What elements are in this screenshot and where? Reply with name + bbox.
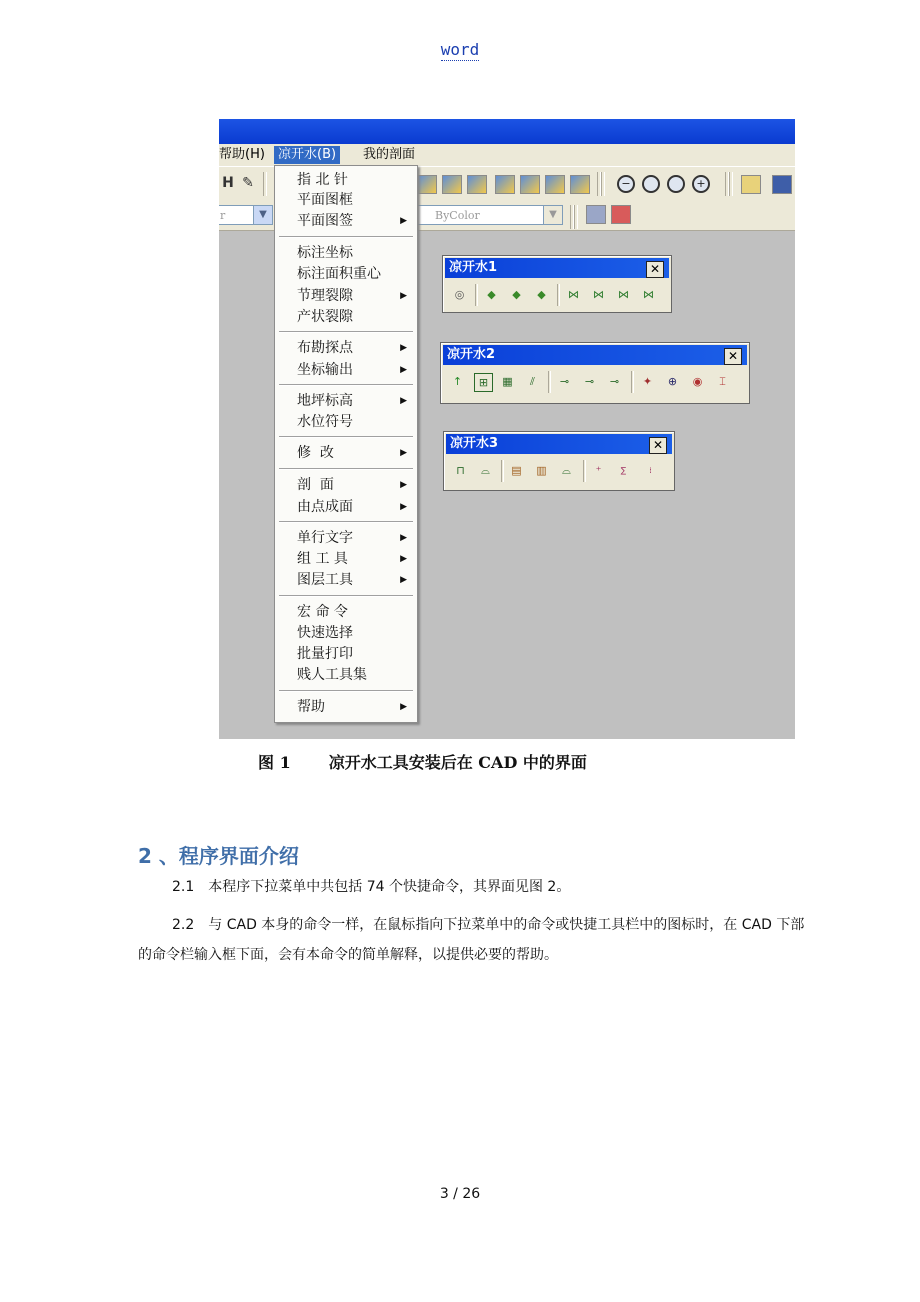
- submenu-arrow-icon: ▶: [400, 480, 407, 490]
- dropdown-item-label: 宏 命 令: [297, 604, 348, 620]
- toolbar-separator: [548, 371, 551, 393]
- toolbar-grid-icon[interactable]: [545, 175, 565, 194]
- toolbar-separator: [557, 284, 560, 306]
- close-icon[interactable]: ✕: [649, 437, 667, 454]
- dropdown-item[interactable]: [275, 264, 417, 284]
- slope-icon[interactable]: ⫽: [530, 375, 535, 388]
- chevron-down-icon[interactable]: ▼: [543, 206, 562, 224]
- dropdown-item[interactable]: [275, 697, 417, 717]
- dropdown-item-label: 标注坐标: [297, 245, 353, 261]
- dropdown-item[interactable]: [275, 623, 417, 643]
- sum-icon[interactable]: ∑: [620, 466, 627, 475]
- paragraph-2-2: [138, 910, 806, 970]
- number-stack-icon[interactable]: ⁞: [649, 466, 652, 475]
- submenu-arrow-icon: ▶: [400, 533, 407, 543]
- dropdown-item[interactable]: [275, 665, 417, 685]
- dropdown-item[interactable]: [275, 602, 417, 622]
- dropdown-item-label: 产状裂隙: [297, 309, 353, 325]
- north-arrow-icon[interactable]: ↑: [452, 375, 463, 388]
- submenu-arrow-icon: ▶: [400, 343, 407, 353]
- hatch-icon[interactable]: ▥: [536, 464, 547, 477]
- submenu-arrow-icon: ▶: [400, 554, 407, 564]
- paragraph-text: 与 CAD 本身的命令一样，在鼠标指向下拉菜单中的命令或快捷工具栏中的图标时，在 CAD 下部的命令栏输入框下面，会有本命令的简单解释，以提供必要的帮助。: [138, 917, 805, 963]
- dropdown-item[interactable]: [275, 443, 417, 463]
- dropdown-item[interactable]: [275, 497, 417, 517]
- dropdown-item[interactable]: [275, 286, 417, 306]
- submenu-arrow-icon: ▶: [400, 502, 407, 512]
- coordinate-label-icon[interactable]: ⊸: [584, 375, 595, 388]
- dropdown-item-label: 平面图框: [297, 192, 353, 208]
- fracture-icon[interactable]: ⋈: [593, 288, 604, 301]
- toolbar-ruler-icon[interactable]: [741, 175, 761, 194]
- cad-screenshot: [219, 119, 795, 739]
- hatch-icon[interactable]: ▤: [511, 464, 522, 477]
- section-profile-icon[interactable]: ⌓: [481, 464, 490, 477]
- chevron-down-icon[interactable]: ▼: [253, 206, 272, 224]
- zoom-window-icon[interactable]: [642, 175, 660, 193]
- toolbar-edit-icon[interactable]: [495, 175, 515, 194]
- submenu-arrow-icon: ▶: [400, 575, 407, 585]
- toolbar-grid-icon[interactable]: [520, 175, 540, 194]
- toolbar-pencil-icon[interactable]: ✎: [239, 175, 257, 192]
- section-edit-icon[interactable]: ⌓: [562, 464, 571, 477]
- dropdown-item-label: 布勘探点: [297, 340, 353, 356]
- toolbar-grid-icon[interactable]: [467, 175, 487, 194]
- submenu-arrow-icon: ▶: [400, 365, 407, 375]
- menu-separator: [279, 236, 413, 238]
- drill-point-icon[interactable]: ✦: [642, 375, 653, 388]
- dropdown-item-label: 贱人工具集: [297, 667, 367, 683]
- paragraph-number: 2.2: [172, 917, 195, 933]
- menu-liangkaishui[interactable]: 凉开水(B): [274, 146, 340, 164]
- dropdown-item[interactable]: [275, 391, 417, 411]
- dropdown-item-label: 标注面积重心: [297, 266, 381, 282]
- dropdown-item[interactable]: [275, 528, 417, 548]
- menu-separator: [279, 521, 413, 523]
- paragraph-2-1: [138, 872, 806, 902]
- menubar: [219, 144, 795, 166]
- dropdown-item[interactable]: [275, 190, 417, 210]
- toolbar-separator: [729, 172, 733, 196]
- layer-stack-icon[interactable]: ◆: [537, 288, 546, 301]
- toolbar-area-icon[interactable]: [772, 175, 792, 194]
- dropdown-item-label: 批量打印: [297, 646, 353, 662]
- fracture-icon[interactable]: ⋈: [618, 288, 629, 301]
- dropdown-item-label: 帮助: [297, 699, 325, 715]
- submenu-arrow-icon: ▶: [400, 291, 407, 301]
- dropdown-item-label: 快速选择: [297, 625, 353, 641]
- submenu-arrow-icon: ▶: [400, 216, 407, 226]
- floating-toolbar-3[interactable]: [443, 431, 675, 491]
- menu-my-section[interactable]: 我的剖面: [363, 147, 416, 162]
- text-tool-icon[interactable]: ⌶: [719, 375, 726, 388]
- fracture-icon[interactable]: ⋈: [643, 288, 654, 301]
- menu-separator: [279, 436, 413, 438]
- menu-separator: [279, 384, 413, 386]
- zoom-realtime-icon[interactable]: [667, 175, 685, 193]
- floating-toolbar-1-title[interactable]: 凉开水1: [445, 258, 669, 278]
- window-titlebar: [219, 119, 795, 144]
- toolbar-separator: [475, 284, 478, 306]
- pipe-icon[interactable]: ◎: [454, 288, 465, 301]
- dropdown-item-label: 图层工具: [297, 572, 353, 588]
- submenu-arrow-icon: ▶: [400, 448, 407, 458]
- dropdown-item[interactable]: [275, 211, 417, 231]
- dropdown-item-label: 坐标输出: [297, 362, 353, 378]
- toolbar-h-icon[interactable]: H: [219, 175, 237, 192]
- dropdown-item[interactable]: [275, 170, 417, 190]
- coordinate-label-icon[interactable]: ⊸: [559, 375, 570, 388]
- submenu-arrow-icon: ▶: [400, 396, 407, 406]
- toolbar-separator: [574, 205, 578, 229]
- dropdown-item-label: 平面图签: [297, 213, 353, 229]
- layer-stack-icon[interactable]: ◆: [512, 288, 521, 301]
- dropdown-item[interactable]: [275, 412, 417, 432]
- floating-toolbar-2[interactable]: [440, 342, 750, 404]
- title-block-icon[interactable]: ▦: [502, 375, 513, 388]
- dropdown-item-label: 剖 面: [297, 477, 334, 493]
- paragraph-number: 2.1: [172, 879, 195, 895]
- dropdown-item[interactable]: [275, 644, 417, 664]
- menu-separator: [279, 468, 413, 470]
- menu-separator: [279, 690, 413, 692]
- color-combo-value: ByColor: [435, 209, 480, 222]
- section-line-icon[interactable]: ⊓: [456, 464, 465, 477]
- dropdown-item-label: 地坪标高: [297, 393, 353, 409]
- header-word-text[interactable]: word: [440, 40, 480, 59]
- dropdown-item-label: 组 工 具: [297, 551, 348, 567]
- toolbar-grid-icon[interactable]: [417, 175, 437, 194]
- dropdown-item[interactable]: [275, 307, 417, 327]
- menu-separator: [279, 595, 413, 597]
- toolbar-separator: [263, 172, 267, 196]
- toolbar-grid-icon[interactable]: [442, 175, 462, 194]
- section-heading: 2 、程序界面介绍: [138, 844, 299, 868]
- toolbar-grid-icon[interactable]: [570, 175, 590, 194]
- toolbar-separator: [501, 460, 504, 482]
- layer-combo[interactable]: [219, 205, 273, 225]
- dropdown-item-label: 修 改: [297, 445, 334, 461]
- layer-combo-value: r: [220, 209, 226, 222]
- dropdown-item[interactable]: [275, 549, 417, 569]
- figure-number: 图 1: [258, 753, 291, 772]
- toolbar-layer-icon[interactable]: [611, 205, 631, 224]
- paragraph-text: 本程序下拉菜单中共包括 74 个快捷命令，其界面见图 2。: [208, 879, 571, 895]
- number-sequence-icon[interactable]: ⁺: [595, 464, 602, 477]
- liangkaishui-dropdown-menu: [274, 165, 418, 723]
- level-mark-icon[interactable]: ◉: [692, 375, 703, 388]
- dropdown-item-label: 指 北 针: [297, 172, 348, 188]
- target-icon[interactable]: ⊕: [667, 375, 678, 388]
- layer-stack-icon[interactable]: ◆: [487, 288, 496, 301]
- toolbar-separator: [631, 371, 634, 393]
- dropdown-item-label: 水位符号: [297, 414, 353, 430]
- dropdown-item-label: 节理裂隙: [297, 288, 353, 304]
- figure-caption-text: 凉开水工具安装后在 CAD 中的界面: [328, 753, 587, 772]
- floating-toolbar-3-title[interactable]: 凉开水3: [446, 434, 672, 454]
- submenu-arrow-icon: ▶: [400, 702, 407, 712]
- close-icon[interactable]: ✕: [724, 348, 742, 365]
- dropdown-item[interactable]: [275, 475, 417, 495]
- dropdown-item[interactable]: [275, 570, 417, 590]
- zoom-out-icon[interactable]: −: [617, 175, 635, 193]
- menu-separator: [279, 331, 413, 333]
- frame-icon[interactable]: ⊞: [474, 373, 493, 392]
- zoom-in-icon[interactable]: +: [692, 175, 710, 193]
- toolbar-separator: [601, 172, 605, 196]
- toolbar-match-properties-icon[interactable]: [586, 205, 606, 224]
- color-combo[interactable]: [417, 205, 563, 225]
- dropdown-item[interactable]: [275, 360, 417, 380]
- dropdown-item-label: 由点成面: [297, 499, 353, 515]
- header-word-link[interactable]: [0, 40, 920, 59]
- toolbar-separator: [583, 460, 586, 482]
- floating-toolbar-2-title[interactable]: 凉开水2: [443, 345, 747, 365]
- floating-toolbar-1[interactable]: [442, 255, 672, 313]
- dropdown-item-label: 单行文字: [297, 530, 353, 546]
- fracture-icon[interactable]: ⋈: [568, 288, 579, 301]
- menu-help[interactable]: 帮助(H): [219, 147, 265, 162]
- coordinate-label-icon[interactable]: ⊸: [609, 375, 620, 388]
- page-number: 3 / 26: [439, 1186, 481, 1202]
- dropdown-item[interactable]: [275, 338, 417, 358]
- dropdown-item[interactable]: [275, 243, 417, 263]
- figure-caption: [258, 750, 587, 773]
- close-icon[interactable]: ✕: [646, 261, 664, 278]
